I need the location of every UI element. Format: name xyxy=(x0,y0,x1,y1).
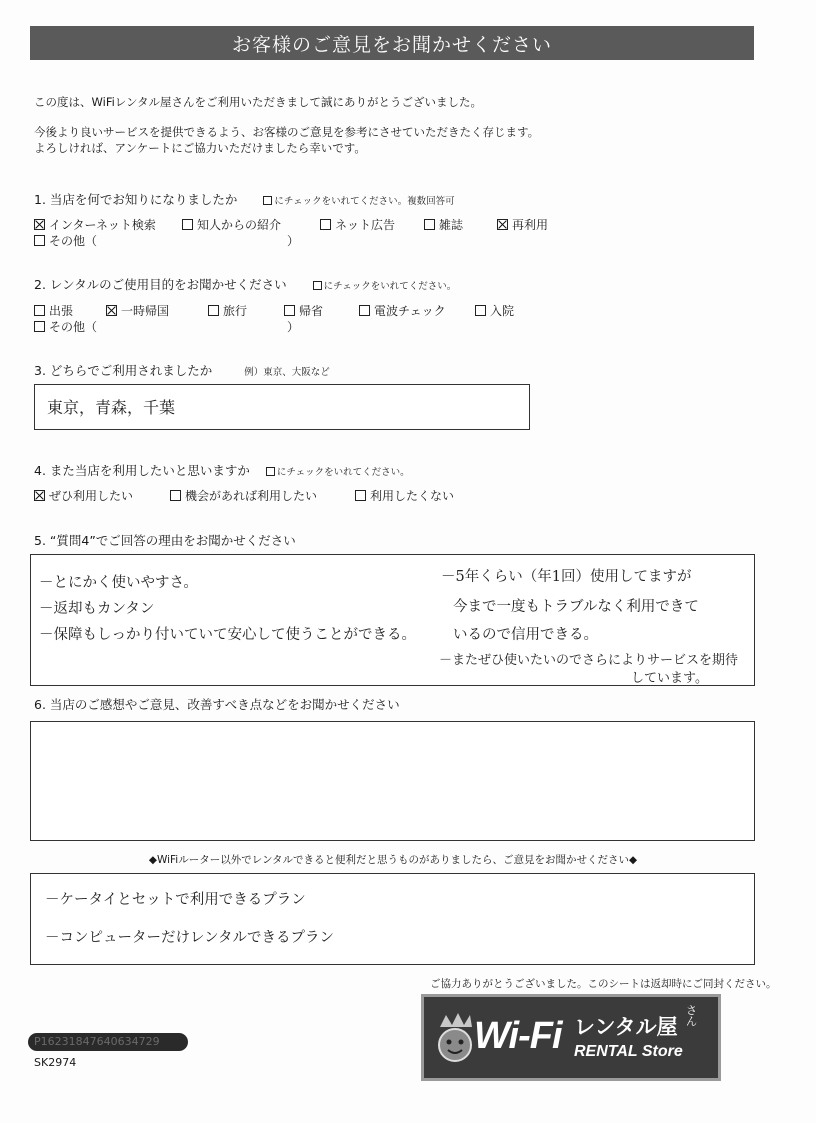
question-4-note-text: にチェックをいれてください。 xyxy=(276,467,410,478)
q2-option-travel[interactable] xyxy=(208,302,247,319)
q4-option-if-chance[interactable] xyxy=(170,487,317,504)
q7-answer-line: －ケータイとセットで利用できるプラン xyxy=(45,892,306,908)
checkbox-icon[interactable] xyxy=(355,490,366,501)
q2-option-other[interactable] xyxy=(34,318,97,335)
q5-left-line: －とにかく使いやすさ。 xyxy=(39,575,198,591)
q1-option-other[interactable] xyxy=(34,232,97,249)
q1-option-net-ad[interactable] xyxy=(320,216,395,233)
sheet-code: SK2974 xyxy=(34,1056,77,1069)
thanks-note: ご協力ありがとうございました。このシートは返却時にご同封ください。 xyxy=(430,978,777,990)
checkbox-icon xyxy=(266,467,275,476)
checkbox-checked-icon[interactable] xyxy=(34,490,45,501)
q1-option-label: 再利用 xyxy=(512,218,549,232)
question-2 xyxy=(34,275,456,293)
q5-left-line: －返却もカンタン xyxy=(39,601,155,617)
q4-option-label: 利用したくない xyxy=(370,489,455,503)
checkbox-icon[interactable] xyxy=(34,321,45,332)
question-2-note-text: にチェックをいれてください。 xyxy=(323,281,457,292)
q4-option-label: 機会があれば利用したい xyxy=(185,489,318,503)
checkbox-icon[interactable] xyxy=(320,219,331,230)
logo-wifi-text: Wi-Fi xyxy=(474,1015,562,1057)
q3-answer-text: 東京，青森，千葉 xyxy=(47,398,176,417)
question-1-title: 1. 当店を何でお知りになりましたか xyxy=(34,192,238,207)
checkbox-icon[interactable] xyxy=(284,305,295,316)
q2-option-label: 一時帰国 xyxy=(121,304,170,318)
q5-right-line: 今まで一度もトラブルなく利用できて xyxy=(453,599,699,615)
intro-line-1: この度は、WiFiレンタル屋さんをご利用いただきまして誠にありがとうございました。 xyxy=(34,95,483,109)
q5-right-line: －5年くらい（年1回）使用してますが xyxy=(441,569,692,585)
q1-option-reuse[interactable] xyxy=(497,216,548,233)
logo-en-text: RENTAL Store xyxy=(574,1043,683,1060)
q1-other-label: その他（ xyxy=(49,234,98,248)
q1-option-label: 雑誌 xyxy=(439,218,464,232)
q2-option-label: 電波チェック xyxy=(374,304,446,318)
q2-option-homecoming[interactable] xyxy=(284,302,323,319)
q1-option-label: インターネット検索 xyxy=(49,218,156,232)
checkbox-checked-icon[interactable] xyxy=(34,219,45,230)
q1-option-referral[interactable] xyxy=(182,216,281,233)
checkbox-icon xyxy=(313,281,322,290)
question-7-title: ◆WiFiルーター以外でレンタルできると便利だと思うものがありましたら、ご意見をお聞かせください◆ xyxy=(148,854,638,866)
question-1-note-text: にチェックをいれてください。複数回答可 xyxy=(274,196,455,207)
intro-line-3: よろしければ、アンケートにご協力いただけましたら幸いです。 xyxy=(34,141,366,155)
question-4 xyxy=(34,461,410,479)
q2-option-hospital[interactable] xyxy=(475,302,514,319)
q6-answer-box[interactable] xyxy=(30,721,755,841)
question-3-title: 3. どちらでご利用されましたか xyxy=(34,363,213,378)
q5-answer-box[interactable] xyxy=(30,554,755,686)
q4-option-label: ぜひ利用したい xyxy=(49,489,134,503)
checkbox-icon xyxy=(263,196,272,205)
question-6-title: 6. 当店のご感想やご意見、改善すべき点などをお聞かせください xyxy=(34,697,400,712)
q1-other-close: ） xyxy=(287,234,300,248)
q2-option-label: 旅行 xyxy=(223,304,248,318)
question-5-title: 5. “質問4”でご回答の理由をお聞かせください xyxy=(34,533,296,548)
logo-san-text: さん xyxy=(686,1004,697,1028)
company-logo xyxy=(421,994,721,1081)
checkbox-icon[interactable] xyxy=(208,305,219,316)
q2-other-close: ） xyxy=(287,320,300,334)
q1-option-internet[interactable] xyxy=(34,216,156,233)
q7-answer-line: －コンピューターだけレンタルできるプラン xyxy=(45,930,335,946)
checkbox-icon[interactable] xyxy=(475,305,486,316)
q1-option-magazine[interactable] xyxy=(424,216,463,233)
question-3-example: 例）東京、大阪など xyxy=(244,367,330,378)
question-1 xyxy=(34,190,455,208)
question-3 xyxy=(34,361,330,379)
checkbox-icon[interactable] xyxy=(182,219,193,230)
q5-right-line: しています。 xyxy=(631,671,708,686)
redacted-barcode: P16231847640634729 xyxy=(28,1033,188,1051)
checkbox-icon[interactable] xyxy=(424,219,435,230)
q3-answer-box[interactable] xyxy=(34,384,530,430)
checkbox-icon[interactable] xyxy=(34,305,45,316)
q5-left-line: －保障もしっかり付いていて安心して使うことができる。 xyxy=(39,627,416,643)
question-2-note xyxy=(313,281,457,292)
q5-right-line: いるので信用できる。 xyxy=(453,627,598,643)
q7-answer-box[interactable] xyxy=(30,873,755,965)
q2-other-label: その他（ xyxy=(49,320,98,334)
mascot-icon xyxy=(436,1013,474,1065)
checkbox-icon[interactable] xyxy=(170,490,181,501)
question-4-note xyxy=(266,467,410,478)
checkbox-checked-icon[interactable] xyxy=(497,219,508,230)
logo-jp-text: レンタル屋 xyxy=(574,1015,678,1039)
q2-option-label: 出張 xyxy=(49,304,74,318)
question-2-title: 2. レンタルのご使用目的をお聞かせください xyxy=(34,277,287,292)
page-title: お客様のご意見をお聞かせください xyxy=(30,26,754,60)
q1-option-label: ネット広告 xyxy=(335,218,396,232)
q2-option-label: 帰省 xyxy=(299,304,324,318)
q4-option-definitely[interactable] xyxy=(34,487,133,504)
checkbox-icon[interactable] xyxy=(359,305,370,316)
q5-right-line: －またぜひ使いたいのでさらによりサービスを期待 xyxy=(439,653,739,668)
q4-option-no[interactable] xyxy=(355,487,454,504)
q1-option-label: 知人からの紹介 xyxy=(197,218,282,232)
q2-option-label: 入院 xyxy=(490,304,515,318)
checkbox-icon[interactable] xyxy=(34,235,45,246)
question-4-title: 4. また当店を利用したいと思いますか xyxy=(34,463,250,478)
q2-option-temp-return[interactable] xyxy=(106,302,169,319)
checkbox-checked-icon[interactable] xyxy=(106,305,117,316)
q2-option-business[interactable] xyxy=(34,302,73,319)
intro-line-2: 今後より良いサービスを提供できるよう、お客様のご意見を参考にさせていただきたく存じます。 xyxy=(34,125,540,139)
question-1-note xyxy=(263,196,454,207)
q2-option-signal-check[interactable] xyxy=(359,302,446,319)
